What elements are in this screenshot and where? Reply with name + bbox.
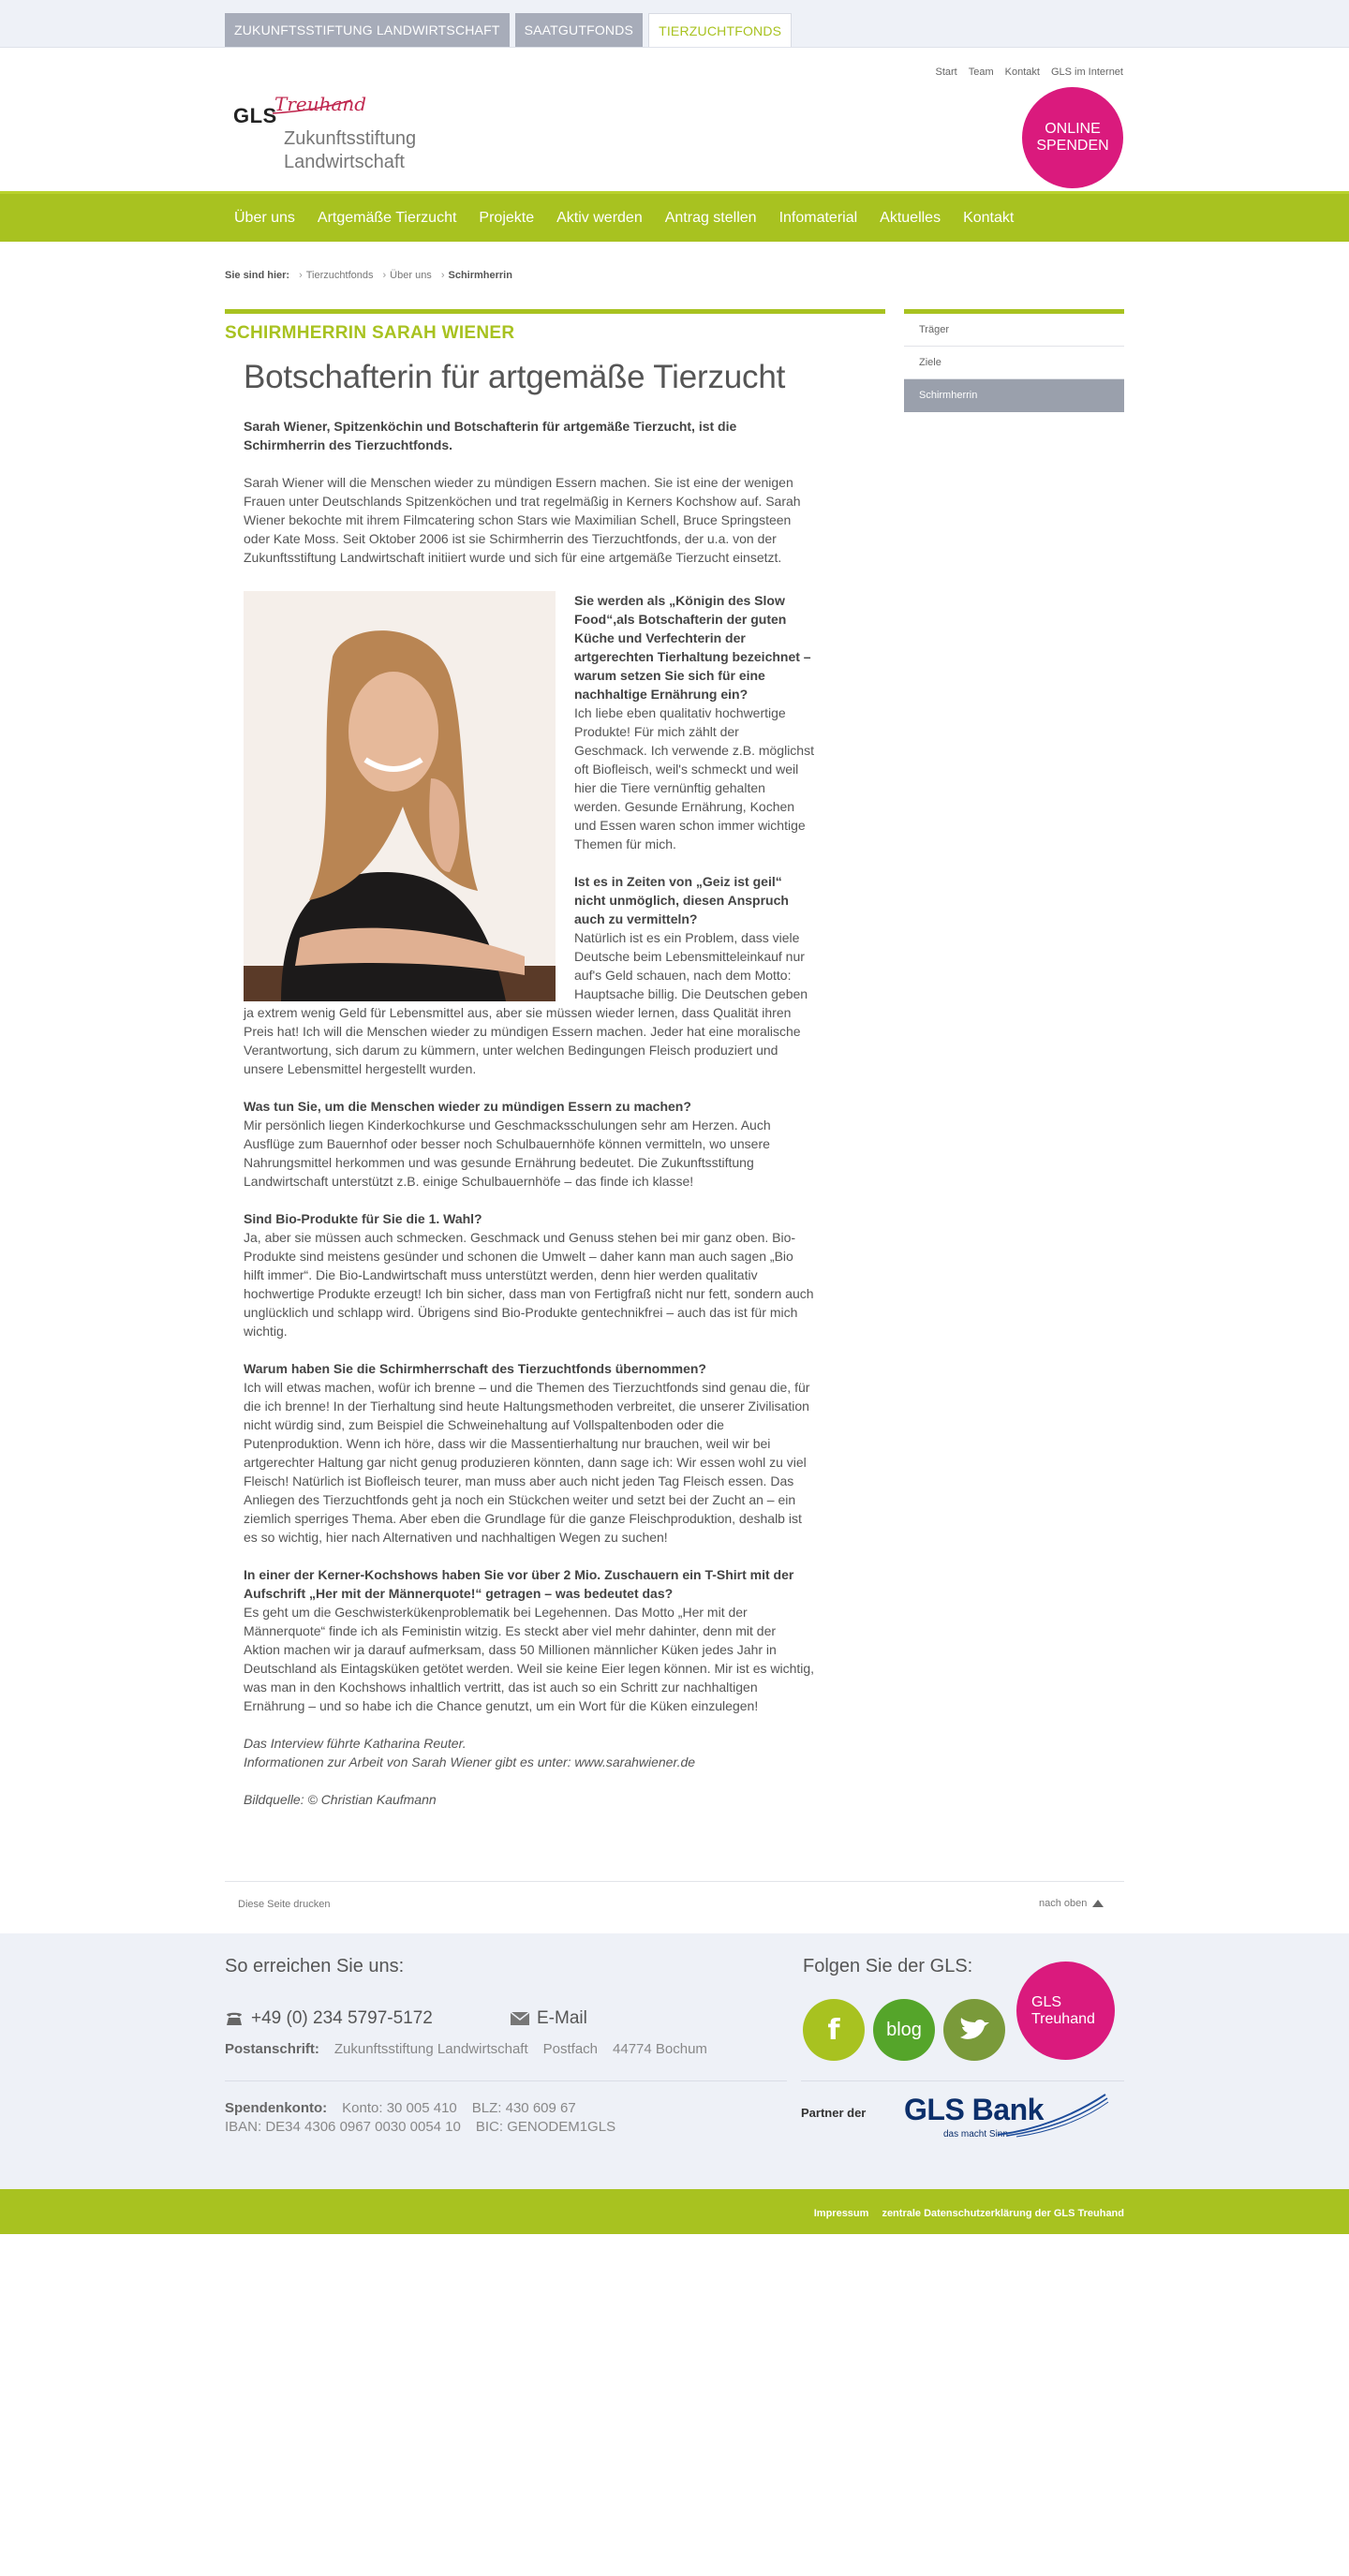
question-6: In einer der Kerner-Kochshows haben Sie vor über 2 Mio. Zuschauern ein T-Shirt mit der Aufschrift „Her mit der Männerquote!“ getragen – was bedeutet das?: [244, 1567, 794, 1601]
nav-infomaterial[interactable]: Infomaterial: [778, 209, 858, 226]
footer-divider: [801, 2080, 1124, 2081]
question-1: Sie werden als „Königin des Slow Food“,als Botschafterin der guten Küche und Verfechterin der artgerechten Tierhaltung bezeichnet – warum setzen Sie sich für eine nachhaltige Ernährung ein?: [574, 593, 811, 702]
sidebar-item-ziele[interactable]: Ziele: [904, 347, 1124, 379]
footer-divider: [225, 2080, 787, 2081]
gls-treuhand-button[interactable]: [1016, 1962, 1115, 2060]
answer-1: Ich liebe eben qualitativ hochwertige Produkte! Für mich zählt der Geschmack. Ich verwende z.B. möglichst oft Biofleisch, weil's schmeckt und weil hier die Tiere vernünftig gehalten werden. Gesunde Ernährung, Kochen und Essen waren schon immer wichtige Themen für mich.: [574, 705, 814, 851]
blog-label: blog: [886, 2019, 922, 2040]
nav-aktiv-werden[interactable]: Aktiv werden: [556, 209, 643, 226]
credit-interviewer: Das Interview führte Katharina Reuter.: [244, 1736, 467, 1751]
bank-details-row1: [225, 2100, 576, 2116]
breadcrumb-ueber-uns[interactable]: Über uns: [390, 270, 432, 281]
partner-label: Partner der: [801, 2106, 867, 2120]
section-title: SCHIRMHERRIN SARAH WIENER: [225, 323, 515, 343]
bank-label: Spendenkonto:: [225, 2100, 328, 2116]
bank-konto: Konto: 30 005 410: [342, 2100, 457, 2116]
tab-zukunftsstiftung[interactable]: ZUKUNFTSSTIFTUNG LANDWIRTSCHAFT: [225, 13, 510, 47]
address-city: 44774 Bochum: [613, 2041, 707, 2057]
question-2: Ist es in Zeiten von „Geiz ist geil“ nicht unmöglich, diesen Anspruch auch zu vermitteln?: [574, 874, 789, 926]
answer-5: Ich will etwas machen, wofür ich brenne – und die Themen des Tierzuchtfonds sind genau die, für die ich brenne! In der Tierhaltung sind heute Haltungsmethoden verbreitet, die unserer Zivilisation nicht würdig sind, zum Beispiel die Schweinehaltung auf Vollspaltenboden oder die Putenproduktion. Wenn ich höre, dass wir die Massentierhaltung nur brauchen, weil wir bei artgerechter Haltung gar nicht genug produzieren könnten, dann sage ich: Wir essen wohl zu viel Fleisch! Natürlich ist Biofleisch teurer, man muss aber auch nicht jeden Tag Fleisch essen. Das Anliegen des Tierzuchtfonds geht ja noch ein Stückchen weiter und setzt bei der Zucht an – ein ziemlich sperriges Thema. Aber eben die Grundlage für die ganze Fleischproduktion, deshalb ist es so wichtig, hier nach Alternativen und nachhaltigen Wegen zu suchen!: [244, 1380, 810, 1545]
article-intro: Sarah Wiener will die Menschen wieder zu mündigen Essern machen. Sie ist eine der wenigen Frauen unter Deutschlands Spitzenköchen und trat regelmäßig in Kerners Kochshow auf. Sarah Wiener bekochte mit ihrem Filmcatering schon Stars wie Maximilian Schell, Bruce Springsteen oder Kate Moss. Seit Oktober 2006 ist sie Schirmherrin des Tierzuchtfonds, der u.a. von der Zukunftsstiftung Landwirtschaft initiiert wurde und sich für eine artgemäße Tierzucht einsetzt.: [244, 475, 801, 565]
sidebar-item-traeger[interactable]: Träger: [904, 314, 1124, 347]
gls-bank-slogan: das macht Sinn: [943, 2129, 1008, 2139]
breadcrumb-separator: ›: [382, 270, 387, 281]
facebook-icon: f: [827, 2013, 840, 2047]
site-header: [0, 47, 1349, 191]
facebook-button[interactable]: [803, 1999, 865, 2061]
answer-3: Mir persönlich liegen Kinderkochkurse und Geschmacksschulungen sehr am Herzen. Auch Ausflüge zum Bauernhof oder besser noch Schulbauernhöfe können vermitteln, wo unsere Nahrungsmittel herkommen und was gesunde Ernährung bedeutet. Die Zukunftsstiftung Landwirtschaft unterstützt z.B. einige Schulbauernhöfe – das finde ich klasse!: [244, 1118, 771, 1189]
portrait-illustration: [244, 591, 556, 1001]
question-4: Sind Bio-Produkte für Sie die 1. Wahl?: [244, 1211, 482, 1226]
email-link[interactable]: [511, 2008, 587, 2029]
gls-bank-logo[interactable]: [904, 2093, 1044, 2139]
metanav-start[interactable]: Start: [935, 67, 957, 78]
email-label: E-Mail: [537, 2008, 587, 2028]
question-5: Warum haben Sie die Schirmherrschaft des Tierzuchtfonds übernommen?: [244, 1361, 706, 1376]
gls-circle-line2: Treuhand: [1031, 2010, 1095, 2027]
site-footer: [0, 1933, 1349, 2189]
answer-6: Es geht um die Geschwisterkükenproblematik bei Legehennen. Das Motto „Her mit der Männerquote“ finde ich als Feministin witzig. Es steckt aber viel mehr dahinter, denn mit der Aktion machen wir ja darauf aufmerksam, dass 50 Millionen männlicher Küken jedes Jahr in Deutschland als Eintagsküken getötet werden. Weil sie keine Eier legen können. Mir ist es wichtig, was man in den Kochshows inhaltlich vertritt, das ist auch so ein Schritt zur nachhaltigen Ernährung – und so habe ich die Chance genutzt, um ein Wort für die Küken einzulegen!: [244, 1605, 815, 1713]
content-divider: [225, 1881, 1124, 1882]
logo-line2: Landwirtschaft: [284, 152, 405, 172]
nav-antrag-stellen[interactable]: Antrag stellen: [664, 209, 757, 226]
online-spenden-button[interactable]: [1022, 87, 1123, 188]
arrow-up-icon: [1092, 1900, 1104, 1907]
qa-3: [244, 1097, 815, 1191]
metanav-gls-im-internet[interactable]: GLS im Internet: [1050, 67, 1123, 78]
logo-treuhand: Treuhand: [274, 93, 367, 115]
main-navigation: [0, 191, 1349, 242]
mail-icon: [511, 2012, 529, 2025]
logo-line1: Zukunftsstiftung: [284, 128, 417, 149]
tab-tierzuchtfonds[interactable]: TIERZUCHTFONDS: [648, 13, 792, 48]
breadcrumb-label: Sie sind hier:: [225, 270, 290, 281]
postal-address: [225, 2041, 707, 2057]
photo-credit: Bildquelle: © Christian Kaufmann: [244, 1792, 437, 1807]
gls-bank-name: GLS Bank: [904, 2093, 1044, 2126]
bank-bic: BIC: GENODEM1GLS: [475, 2119, 616, 2135]
metanav-kontakt[interactable]: Kontakt: [1004, 67, 1040, 78]
gls-bank-wave-icon: [998, 2093, 1110, 2139]
answer-2: Natürlich ist es ein Problem, dass viele Deutsche beim Lebensmitteleinkauf nur auf's Geld schauen, nach dem Motto: Hauptsache billig. Die Deutschen geben ja extrem wenig Geld für Lebensmittel aus, aber sie müssen wieder lernen, dass Qualität ihren Preis hat! Ich will die Menschen wieder zu mündigen Essern machen. Jeder hat eine moralische Verantwortung, sich darum zu kümmern, unter welchen Bedingungen Fleisch produziert und unsere Lebensmittel hergestellt wurden.: [244, 930, 808, 1076]
datenschutz-link[interactable]: zentrale Datenschutzerklärung der GLS Treuhand: [882, 2208, 1124, 2219]
nav-projekte[interactable]: Projekte: [479, 209, 535, 226]
main-content: [225, 309, 885, 1809]
breadcrumb-tierzuchtfonds[interactable]: Tierzuchtfonds: [305, 270, 374, 281]
breadcrumb-separator: ›: [299, 270, 303, 281]
twitter-bird-icon: [958, 2017, 990, 2043]
sidebar-item-schirmherrin[interactable]: Schirmherrin: [904, 379, 1124, 412]
qa-6: [244, 1565, 815, 1715]
metanav-team[interactable]: Team: [968, 67, 994, 78]
logo-gls: GLS: [233, 104, 277, 127]
impressum-link[interactable]: Impressum: [813, 2208, 869, 2219]
subnav-sidebar: [904, 309, 1124, 412]
blog-button[interactable]: [873, 1999, 935, 2061]
contact-heading: So erreichen Sie uns:: [225, 1956, 405, 1976]
site-switcher-bar: [0, 0, 1349, 47]
breadcrumb-separator: ›: [440, 270, 445, 281]
phone-number: [225, 2008, 433, 2029]
legal-links: [814, 2208, 1124, 2219]
meta-navigation: [936, 67, 1124, 78]
tab-saatgutfonds[interactable]: SAATGUTFONDS: [515, 13, 643, 47]
back-to-top-link[interactable]: [1039, 1898, 1104, 1909]
interview-credits: [244, 1734, 815, 1771]
gls-circle-line1: GLS: [1031, 1993, 1062, 2010]
address-postfach: Postfach: [542, 2041, 599, 2057]
print-page-link[interactable]: Diese Seite drucken: [238, 1899, 331, 1910]
question-3: Was tun Sie, um die Menschen wieder zu mündigen Essern zu machen?: [244, 1099, 691, 1114]
address-label: Postanschrift:: [225, 2041, 319, 2057]
breadcrumb-current: Schirmherrin: [448, 270, 512, 281]
nav-aktuelles[interactable]: Aktuelles: [880, 209, 941, 226]
phone-icon: [225, 2011, 244, 2026]
donate-line2: SPENDEN: [1036, 138, 1109, 154]
address-org: Zukunftsstiftung Landwirtschaft: [334, 2041, 528, 2057]
breadcrumb: [225, 270, 512, 281]
phone-number-text: +49 (0) 234 5797-5172: [251, 2008, 433, 2028]
credit-website: Informationen zur Arbeit von Sarah Wiener gibt es unter: www.sarahwiener.de: [244, 1754, 696, 1769]
article-lead: Sarah Wiener, Spitzenköchin und Botschafterin für artgemäße Tierzucht, ist die Schirmherrin des Tierzuchtfonds.: [244, 419, 737, 452]
interview-block: [244, 591, 815, 1078]
twitter-button[interactable]: [943, 1999, 1005, 2061]
back-to-top-label: nach oben: [1039, 1898, 1088, 1909]
bottom-bar: [0, 2189, 1349, 2234]
nav-kontakt[interactable]: Kontakt: [963, 209, 1015, 226]
qa-4: [244, 1209, 815, 1340]
nav-artgemaesse-tierzucht[interactable]: Artgemäße Tierzucht: [317, 209, 457, 226]
site-tabs: [225, 13, 792, 48]
follow-heading: Folgen Sie der GLS:: [803, 1956, 973, 1976]
sarah-wiener-photo: [244, 591, 556, 1001]
bank-iban: IBAN: DE34 4306 0967 0030 0054 10: [225, 2119, 461, 2135]
donate-line1: ONLINE: [1045, 121, 1101, 137]
bank-details-row2: [225, 2119, 615, 2135]
qa-5: [244, 1359, 815, 1547]
page-title: Botschafterin für artgemäße Tierzucht: [244, 359, 786, 395]
answer-4: Ja, aber sie müssen auch schmecken. Geschmack und Genuss stehen bei mir ganz oben. Bio-Produkte sind meistens gesünder und schonen die Umwelt – daher kann man auch sagen „Bio hilft immer“. Die Bio-Landwirtschaft muss unterstützt werden, denn hier werden qualitativ hochwertige Produkte erzeugt! Ich bin sicher, dass man von Fertigfraß nicht nur fett, sondern auch unglücklich und schlapp wird. Übrigens sind Bio-Produkte gentechnikfrei – auch das ist für mich wichtig.: [244, 1230, 814, 1339]
nav-ueber-uns[interactable]: Über uns: [234, 209, 295, 226]
article: [225, 359, 815, 1809]
bank-blz: BLZ: 430 609 67: [471, 2100, 576, 2116]
